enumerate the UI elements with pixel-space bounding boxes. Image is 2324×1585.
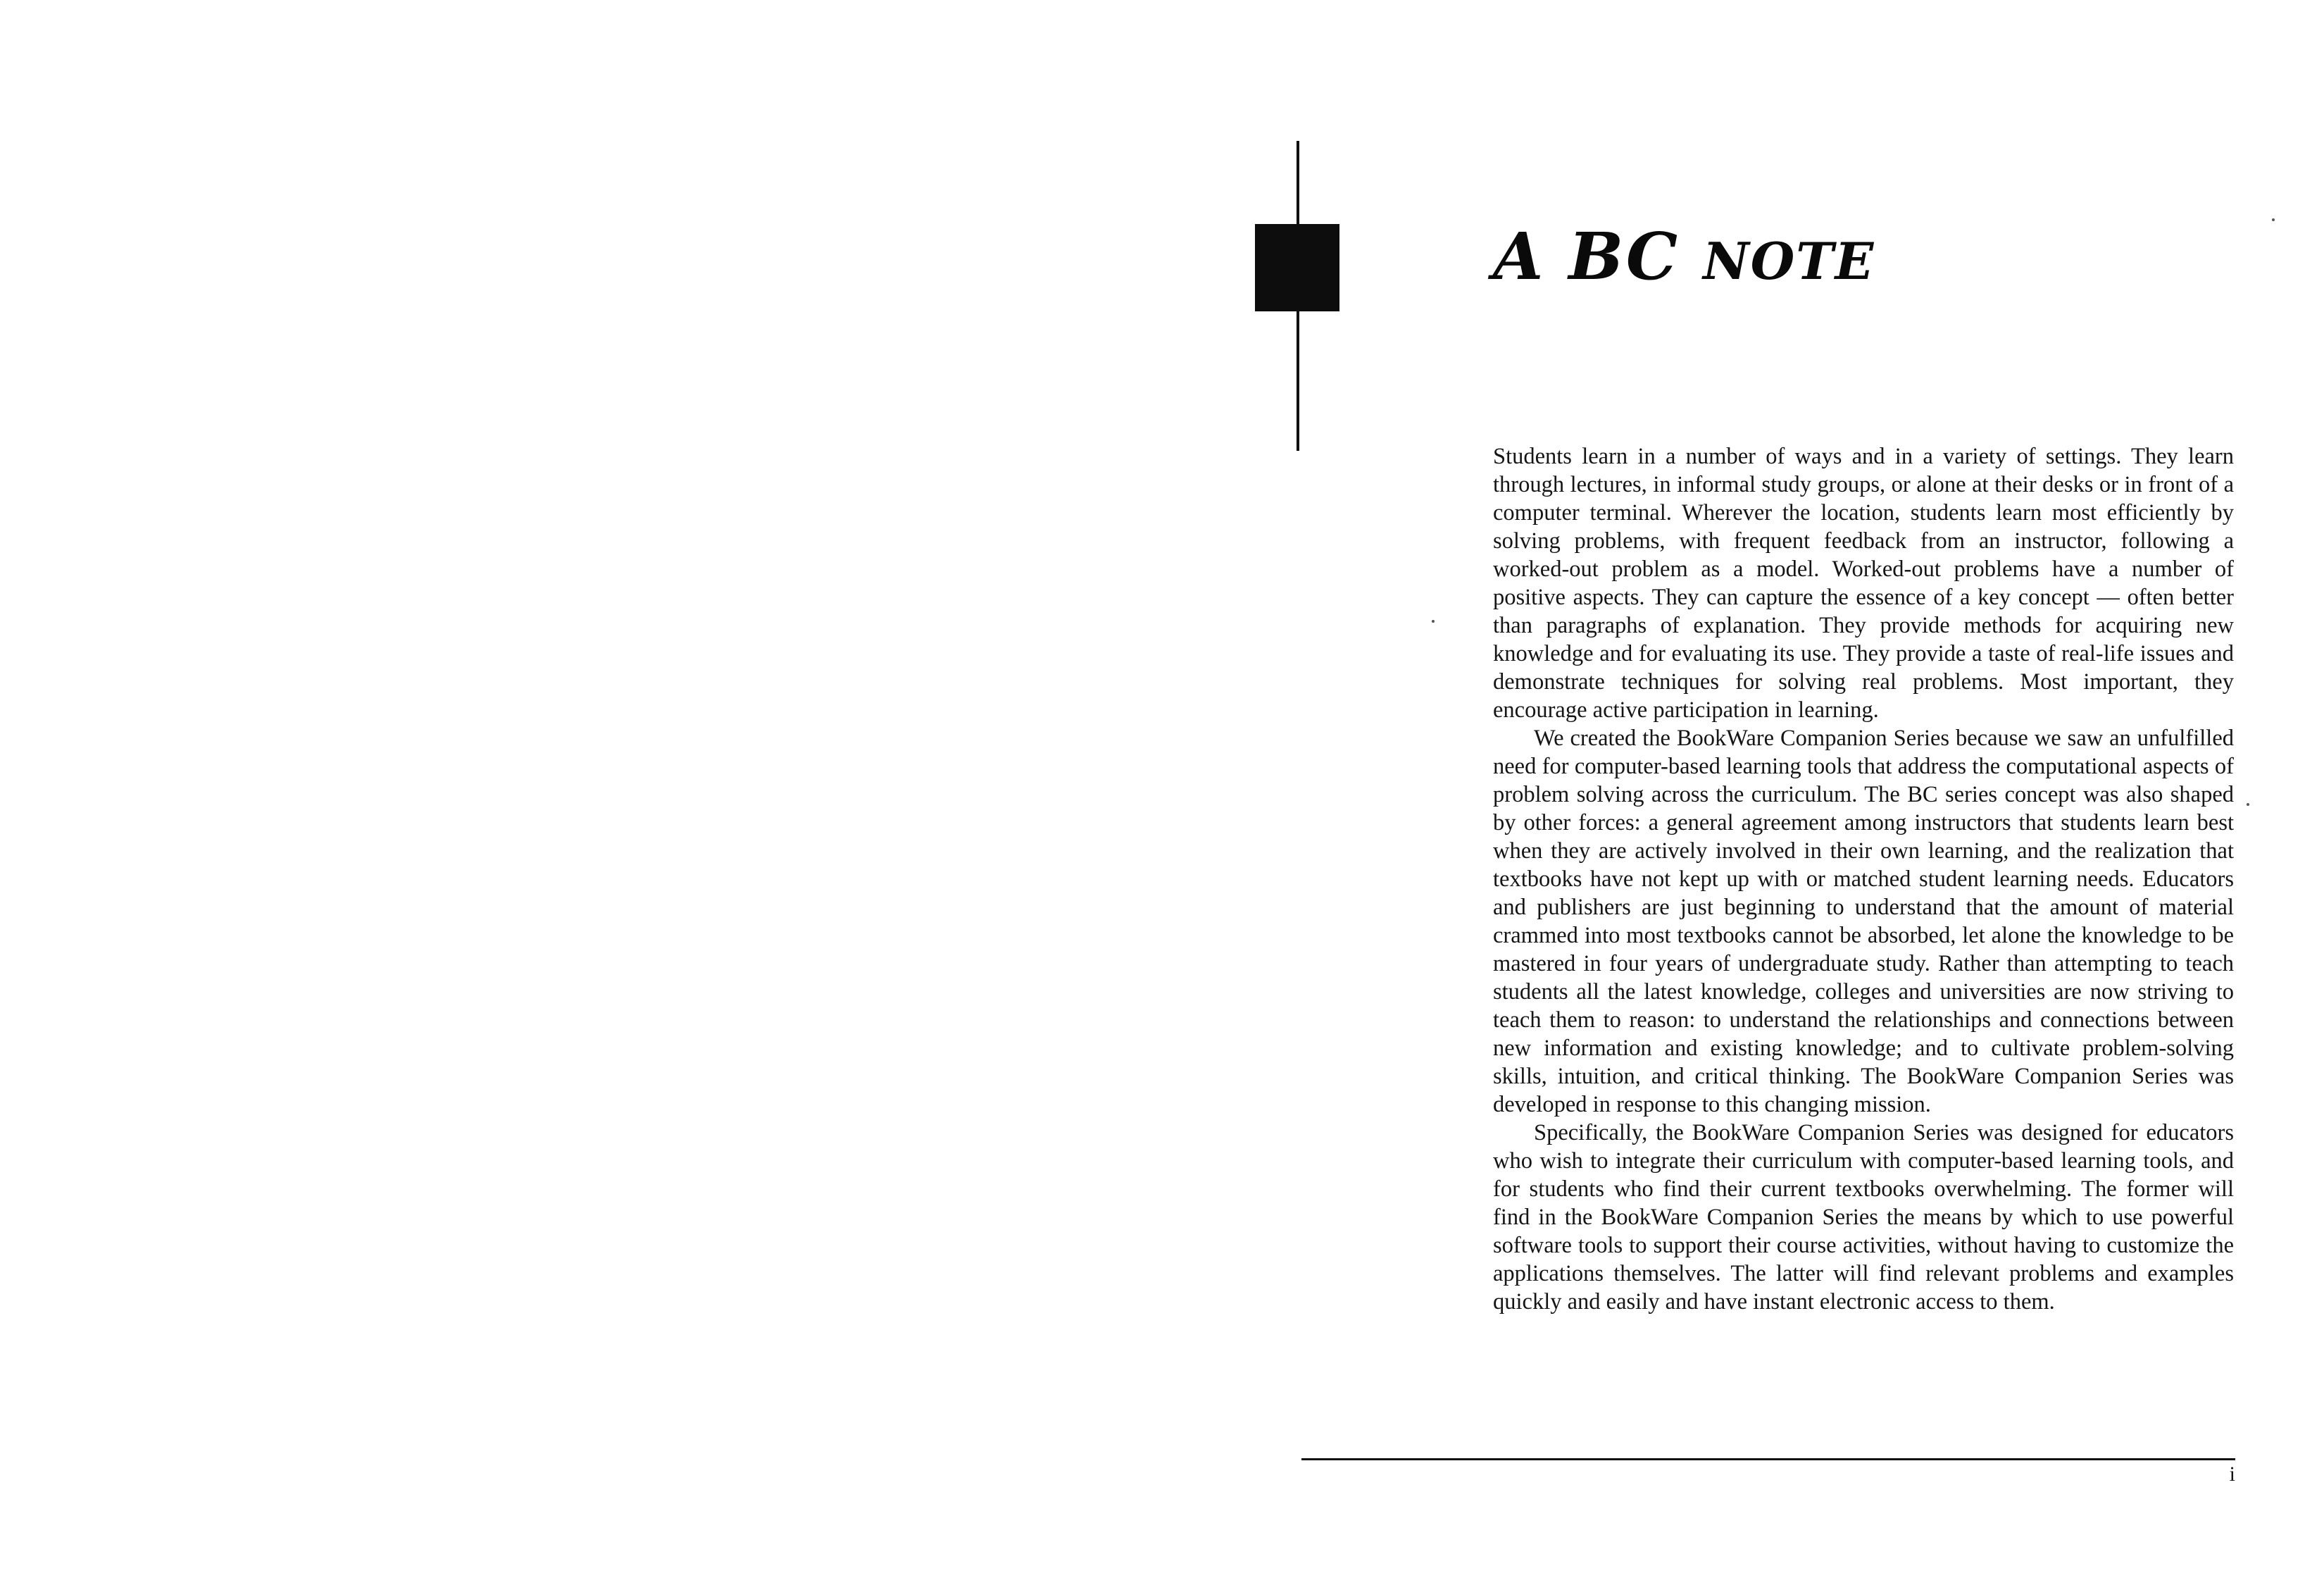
body-text [1493,442,2234,1316]
chapter-marker-square [1255,224,1339,311]
chapter-title-prefix: A BC [1493,218,1704,294]
page-number: i [2229,1462,2235,1486]
paragraph: Students learn in a number of ways and in a variety of settings. They learn through lectures, in informal study groups, or alone at their desks or in front of a computer terminal. Wherever the location, students learn most efficiently by solving problems, with frequent feedback from an instructor, following a worked-out problem as a model. Worked-out problems have a number of positive aspects. They can capture the essence of a key concept — often better than paragraphs of explanation. They provide methods for acquiring new knowledge and for evaluating its use. They provide a taste of real-life issues and demonstrate techniques for solving real problems. Most important, they encourage active participation in learning. [1493,444,2234,723]
scan-speck [2247,803,2249,806]
chapter-title-smallcaps: NOTE [1703,232,1875,291]
paragraph: Specifically, the BookWare Companion Series was designed for educators who wish to integrate their curriculum with computer-based learning tools, and for students who find their current textbooks overwhelming. The former will find in the BookWare Companion Series the means by which to use powerful software tools to support their course activities, without having to customize the applications themselves. The latter will find relevant problems and examples quickly and easily and have instant electronic access to them. [1493,1120,2234,1314]
chapter-title [1493,218,1875,294]
scan-speck [1432,620,1435,623]
footer-rule [1301,1458,2235,1460]
scan-speck [2272,218,2275,221]
paragraph: We created the BookWare Companion Series because we saw an unfulfilled need for computer-based learning tools that address the computational aspects of problem solving across the curriculum. The BC series concept was also shaped by other forces: a general agreement among instructors that students learn best when they are actively involved in their own learning, and the realization that textbooks have not kept up with or matched student learning needs. Educators and publishers are just beginning to understand that the amount of material crammed into most textbooks cannot be absorbed, let alone the knowledge to be mastered in four years of undergraduate study. Rather than attempting to teach students all the latest knowledge, colleges and universities are now striving to teach them to reason: to understand the relationships and connections between new information and existing knowledge; and to cultivate problem-solving skills, intuition, and critical thinking. The BookWare Companion Series was developed in response to this changing mission. [1493,726,2234,1117]
